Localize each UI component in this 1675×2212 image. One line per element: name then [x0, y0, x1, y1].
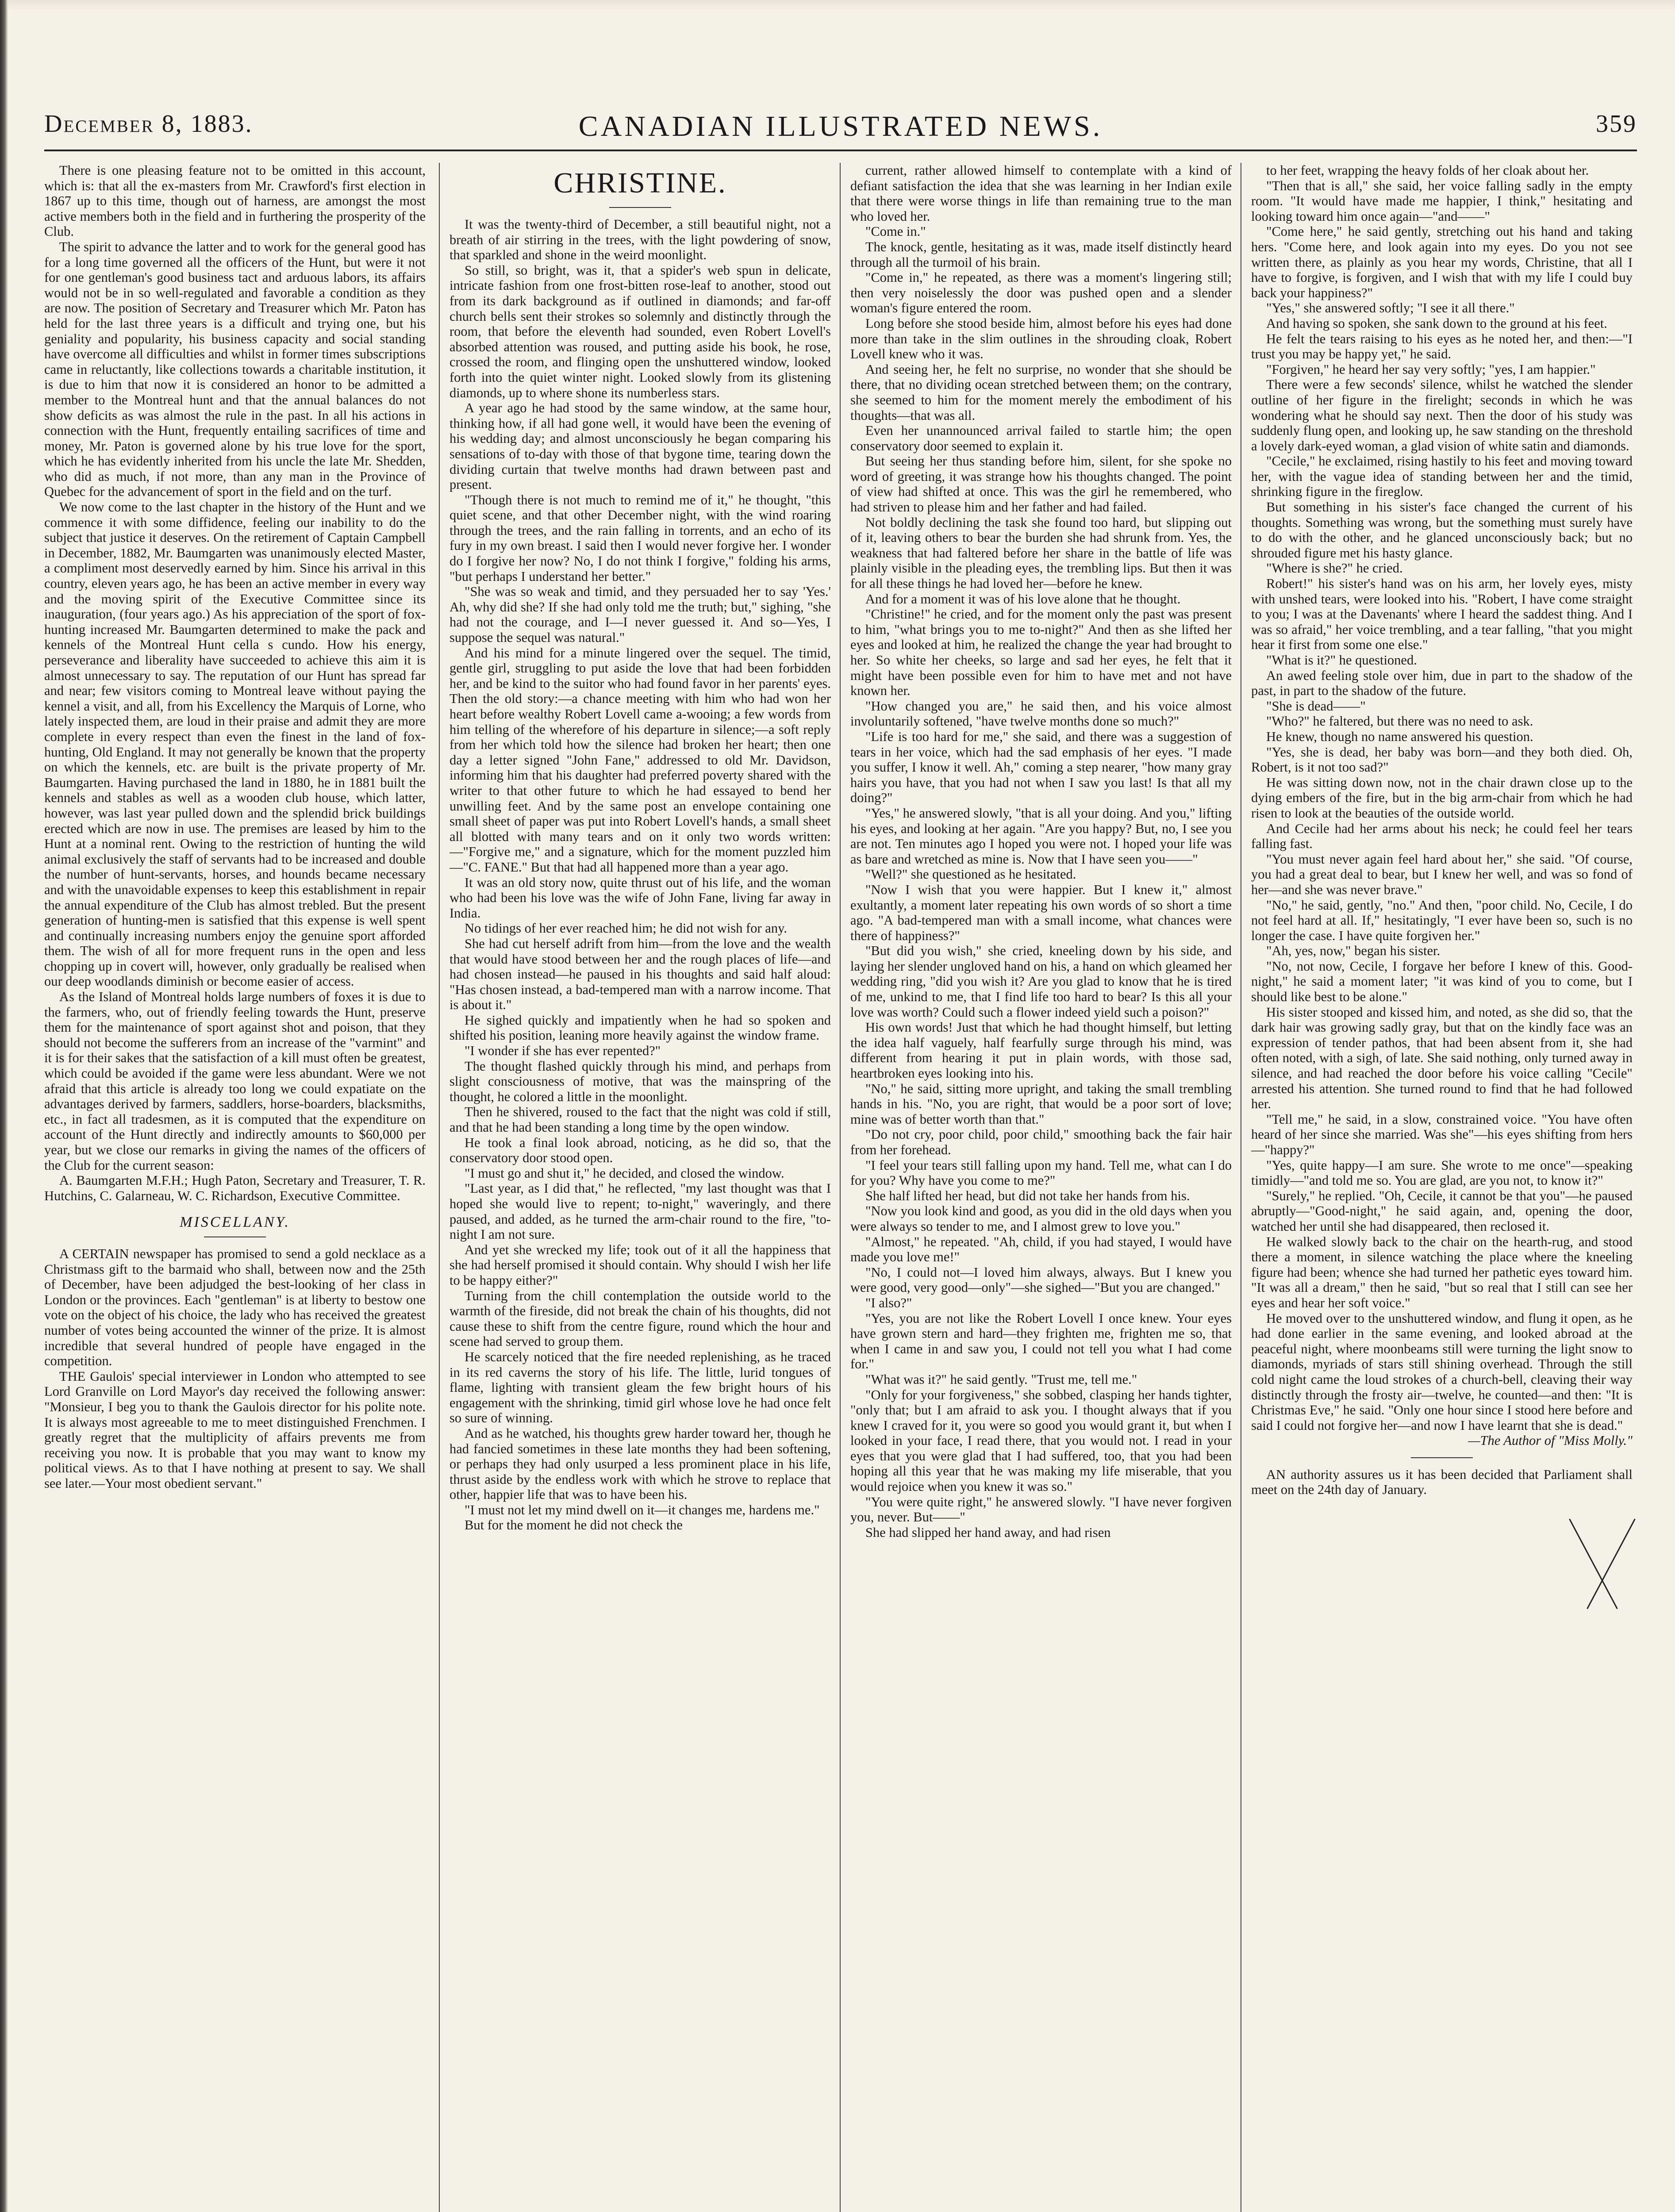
paragraph: The knock, gentle, hesitating as it was, made itself distinctly heard through all the turmoil of his brain.	[850, 239, 1232, 270]
column-divider	[439, 163, 440, 2212]
paragraph: His sister stooped and kissed him, and noted, as she did so, that the dark hair was growing sadly gray, but that on the kindly face was an expression of tender pathos, that had been absent from it, she had often noted, with a sigh, of late. She said nothing, only turned away in silence, and had reached the door before his voice calling "Cecile" arrested his attention. She turned round to find that he had followed her.	[1251, 1004, 1633, 1112]
paragraph: But seeing her thus standing before him, silent, for she spoke no word of greeting, it was strange how his thoughts changed. The point of view had shifted at once. This was the girl he remembered, who had striven to please him and her father and had failed.	[850, 453, 1232, 515]
paragraph: "Yes, you are not like the Robert Lovell I once knew. Your eyes have grown stern and hard—they frighten me, frighten me so, that when I came in and saw you, I could not tell you what I had come for."	[850, 1310, 1232, 1372]
paragraph: Then he shivered, roused to the fact that the night was cold if still, and that he had been standing a long time by the open window.	[449, 1104, 831, 1135]
paragraph: So still, so bright, was it, that a spider's web spun in delicate, intricate fashion from one frost-bitten rose-leaf to another, stood out from its dark background as if outlined in diamonds; and far-off church bells sent their strokes so solemnly and distinctly through the room, that before the eleventh had sounded, even Robert Lovell's absorbed attention was roused, and putting aside his book, he rose, crossed the room, and flinging open the unshuttered window, looked forth into the quiet winter night. Looked slowly from its glistening diamonds, up to where shone its numberless stars.	[449, 262, 831, 400]
paragraph: And his mind for a minute lingered over the sequel. The timid, gentle girl, struggling to put aside the love that had been forbidden her, and be kind to the suitor who had found favor in her parents' eyes. Then the old story:—a chance meeting with him who had won her heart before wealthy Robert Lovell came a-wooing; a few words from him telling of the wherefore of his departure in silence;—a soft reply from her which told how the silence had broken her heart; then one day a letter signed "John Fane," addressed to old Mr. Davidson, informing him that his daughter had preferred poverty shared with the writer to that other future to which he had essayed to bend her unwilling feet. And by the same post an envelope containing one small sheet of paper was put into Robert Lovell's hands, a small sheet all blotted with many tears and on it only two words written:—"Forgive me," and a signature, which for the moment puzzled him—"C. FANE." But that had all happened more than a year ago.	[449, 645, 831, 875]
page-header	[44, 110, 1637, 150]
paragraph: There is one pleasing feature not to be omitted in this account, which is: that all the ex-masters from Mr. Crawford's first election in 1867 up to this time, though out of harness, are amongst the most active members both in the field and in furthering the prosperity of the Club.	[44, 163, 426, 239]
paragraph: As the Island of Montreal holds large numbers of foxes it is due to the farmers, who, out of friendly feeling towards the Hunt, preserve them for the maintenance of sport against shot and poison, that they should not become the sufferers from an increase of the "varmint" and it is for their sakes that the satisfaction of a kill must often be greatest, which could be avoided if the game were less abundant. Were we not afraid that this article is already too long we could expatiate on the advantages derived by farmers, saddlers, horse-boarders, blacksmiths, etc., in fact all tradesmen, as it is computed that the expenditure on account of the Hunt directly and indirectly amounts to $60,000 per year, but we close our remarks in giving the names of the officers of the Club for the current season:	[44, 989, 426, 1173]
paragraph: "Christine!" he cried, and for the moment only the past was present to him, "what brings you to me to-night?" And then as she lifted her eyes and looked at him, he realized the change the year had brought to her. So white her cheeks, so large and sad her eyes, he felt that it might have been possible even for him to have met and not have known her.	[850, 607, 1232, 699]
paragraph: "Cecile," he exclaimed, rising hastily to his feet and moving toward her, with the vague idea of standing between her and the timid, shrinking figure in the fireglow.	[1251, 453, 1633, 499]
paragraph: He sighed quickly and impatiently when he had so spoken and shifted his position, leaning more heavily against the window frame.	[449, 1012, 831, 1043]
paragraph: "Only for your forgiveness," she sobbed, clasping her hands tighter, "only that; but I am afraid to ask you. I thought always that if you knew I craved for it, you were so good you would grant it, but when I looked in your face, I read there, that you would not. I read in your eyes that you were glad that I had suffered, too, that you had been hoping all this year that he was making my life miserable, that you would rejoice when you knew it was so."	[850, 1387, 1232, 1494]
paragraph: "Surely," he replied. "Oh, Cecile, it cannot be that you"—he paused abruptly—"Good-night," he said again, and, opening the door, watched her until she had disappeared, then reclosed it.	[1251, 1188, 1633, 1234]
column-divider	[840, 163, 841, 2212]
paragraph: "Come in."	[865, 224, 926, 239]
paragraph: "No," he said, sitting more upright, and taking the small trembling hands in his. "No, you are right, that would be a poor sort of love; mine was of better worth than that."	[850, 1081, 1232, 1127]
paragraph: A. Baumgarten M.F.H.; Hugh Paton, Secretary and Treasurer, T. R. Hutchins, C. Galarneau, W. C. Richardson, Executive Committee.	[44, 1173, 426, 1203]
paragraph: "Yes," she answered softly; "I see it all there."	[1266, 300, 1515, 316]
paragraph: "Who?" he faltered, but there was no need to ask.	[1266, 714, 1533, 729]
paragraph: "Yes, she is dead, her baby was born—and they both died. Oh, Robert, is it not too sad?"	[1251, 744, 1633, 775]
paragraph: "I must go and shut it," he decided, and closed the window.	[465, 1165, 784, 1181]
news-item: AN authority assures us it has been decided that Parliament shall meet on the 24th day of January.	[1251, 1467, 1633, 1498]
header-date: December 8, 1883.	[44, 110, 253, 138]
paragraph: He walked slowly back to the chair on the hearth-rug, and stood there a moment, in silence watching the place where the kneeling figure had been; whence she had turned her pathetic eyes toward him. "It was all a dream," then he said, "but so real that I still can see her eyes and hear her soft voice."	[1251, 1234, 1633, 1310]
paragraph: A year ago he had stood by the same window, at the same hour, thinking how, if all had gone well, it would have been the evening of his wedding day; and almost unconsciously he began comparing his sensations of to-day with those of that bygone time, tearing down the dividing curtain that twelve months had drawn between past and present.	[449, 400, 831, 492]
paragraph: "I wonder if she has ever repented?"	[465, 1043, 661, 1059]
paragraph: "Come here," he said gently, stretching out his hand and taking hers. "Come here, and look again into my eyes. Do you not see written there, as plainly as you hear my words, Christine, that all I have to forgive, is forgiven, and I wish that with my life I could buy back your happiness?"	[1251, 224, 1633, 300]
paragraph: He felt the tears raising to his eyes as he noted her, and then:—"I trust you may be happy yet," he said.	[1251, 331, 1633, 362]
paragraph: And for a moment it was of his love alone that he thought.	[865, 591, 1181, 607]
column-1	[44, 163, 426, 2212]
paragraph: "No," he said, gently, "no." And then, "poor child. No, Cecile, I do not feel hard at all. If," hesitatingly, "I ever have been so, such is no longer the case. I have quite forgiven her."	[1251, 897, 1633, 943]
paragraph: We now come to the last chapter in the history of the Hunt and we commence it with some diffidence, feeling our inability to do the subject that justice it deserves. On the retirement of Captain Campbell in December, 1882, Mr. Baumgarten was unanimously elected Master, a compliment most deservedly earned by him. Since his arrival in this country, eleven years ago, he has been an active member in every way and the moving spirit of the Executive Committee since its inauguration, (four years ago.) As his appreciation of the sport of fox-hunting increased Mr. Baumgarten determined to make the pack and kennels of the Montreal Hunt cella s cundo. How his energy, perseverance and liberality have succeeded to achieve this aim it is almost unnecessary to say. The reputation of our Hunt has spread far and near; few visitors coming to Montreal leave without paying the kennel a visit, and all, from his Excellency the Marquis of Lorne, who lately inspected them, are loud in their praise and admit they are more complete in every respect than even the finest in the land of fox-hunting, Old England. It may not generally be known that the property on which the kennels, etc. are built is the private property of Mr. Baumgarten. Having purchased the land in 1880, he in 1881 built the kennels and stables as well as a wooden club house, which latter, however, was last year pulled down and the splendid brick buildings erected which are now in use. The premises are leased by him to the Hunt at a nominal rent. Owing to the restriction of hunting the wild animal exclusively the staff of servants had to be increased and double the number of hunt-servants, horses, and hounds became necessary and with the unavoidable expenses to keep this establishment in repair the annual expenditure of the Club has almost trebled. But the present generation of hunting-men is satisfied that this expense is well spent and continually increasing numbers enjoy the genuine sport afforded them. The wish of all for more frequent runs in the open and less chopping up in covert will, however, only gradually be realised when our deep woodlands diminish or become easier of access.	[44, 499, 426, 989]
miscellany-heading: MISCELLANY.	[180, 1214, 290, 1231]
paragraph: She had cut herself adrift from him—from the love and the wealth that would have stood between her and the rough places of life—and had chosen instead—he paused in his thoughts and said half aloud: "Has chosen instead, a bad-tempered man with a narrow income. That is about it."	[449, 936, 831, 1013]
paragraph: And having so spoken, she sank down to the ground at his feet.	[1266, 315, 1607, 331]
paragraph: The spirit to advance the latter and to work for the general good has for a long time governed all the officers of the Hunt, but were it not for one gentleman's good business tact and arduous labors, its affairs would not be in so well-regulated and favorable a condition as they are now. The position of Secretary and Treasurer which Mr. Paton has held for the last three years is a difficult and trying one, but his geniality and popularity, his business capacity and social standing have overcome all difficulties and whilst in former times subscriptions came in reluctantly, like collections towards a charitable institution, it is due to him that now it is considered an honor to be admitted a member to the Montreal hunt and that the annual balances do not show deficits as was almost the rule in the past. In all his actions in connection with the Hunt, frequently entailing sacrifices of time and money, Mr. Paton is governed alone by his true love for the sport, which he has evidently inherited from his uncle the late Mr. Shedden, who did as much, if not more, than any man in the Province of Quebec for the advancement of sport in the field and on the turf.	[44, 239, 426, 499]
paragraph: Robert!" his sister's hand was on his arm, her lovely eyes, misty with unshed tears, were looked into his. "Robert, I have come straight to you; I was at the Davenants' where I heard the saddest thing. And I was so afraid," her voice trembling, and a tear falling, "that you might hear it first from some one else."	[1251, 576, 1633, 653]
paragraph: But something in his sister's face changed the current of his thoughts. Something was wrong, but the something must surely have to do with the other, and he glanced unconsciously back; but no shrouded figure met his hasty glance.	[1251, 499, 1633, 561]
paragraph: "Now you look kind and good, as you did in the old days when you were always so tender to me, and I almost grew to love you."	[850, 1203, 1232, 1234]
author-credit: —The Author of "Miss Molly."	[1468, 1433, 1633, 1448]
column-4	[1251, 163, 1633, 2212]
paragraph: There were a few seconds' silence, whilst he watched the slender outline of her figure in the firelight; seconds in which he was wondering what he should say next. Then the door of his study was suddenly flung open, and looking up, he saw standing on the threshold a lovely dark-eyed woman, a glad vision of white satin and diamonds.	[1251, 377, 1633, 453]
paragraph: "Come in," he repeated, as there was a moment's lingering still; then very noiselessly the door was pushed open and a slender woman's figure entered the room.	[850, 270, 1232, 316]
paragraph: "Tell me," he said, in a slow, constrained voice. "You have often heard of her since she married. Was she"—his eyes shifting from hers—"happy?"	[1251, 1111, 1633, 1157]
paragraph: current, rather allowed himself to contemplate with a kind of defiant satisfaction the idea that she was learning in her Indian exile that there were worse things in life than remaining true to the man who loved her.	[850, 163, 1232, 224]
paragraph: "Where is she?" he cried.	[1266, 561, 1403, 576]
paragraph: "Now I wish that you were happier. But I knew it," almost exultantly, a moment later repeating his own words of so short a time ago. "A bad-tempered man with a small income, what chances were there of happiness?"	[850, 882, 1232, 943]
paragraph: "No, I could not—I loved him always, always. But I knew you were good, very good—only"—she sighed—"But you are changed."	[850, 1264, 1232, 1295]
paragraph: Even her unannounced arrival failed to startle him; the open conservatory door seemed to explain it.	[850, 423, 1232, 453]
page-top-edge	[0, 0, 1675, 12]
paragraph: "Last year, as I did that," he reflected, "my last thought was that I hoped she would live to repent; to-night," waveringly, and there paused, and added, as he turned the arm-chair round to the fire, "to-night I am not sure.	[449, 1181, 831, 1242]
paragraph: He was sitting down now, not in the chair drawn close up to the dying embers of the fire, but in the big arm-chair from which he had risen to look at the beauties of the outside world.	[1251, 775, 1633, 821]
page-binding-edge	[0, 0, 8, 2212]
paragraph: "Well?" she questioned as he hesitated.	[865, 867, 1076, 882]
paragraph: "You must never again feel hard about her," she said. "Of course, you had a great deal to bear, but I knew her well, and was so fond of her—and she was never brave."	[1251, 851, 1633, 897]
paragraph: His own words! Just that which he had thought himself, but letting the idea half vaguely, half fearfully surge through his mind, was different from hearing it put in plain words, with those sad, heartbroken eyes looking into his.	[850, 1020, 1232, 1081]
paragraph: But for the moment he did not check the	[465, 1517, 683, 1533]
paragraph: An awed feeling stole over him, due in part to the shadow of the past, in part to the shadow of the future.	[1251, 668, 1633, 699]
paragraph: He moved over to the unshuttered window, and flung it open, as he had done earlier in the same evening, and looked abroad at the peaceful night, where moonbeams still were turning the light snow to diamonds, myriads of stars still shining overhead. Through the still cold night came the loud strokes of a church-bell, cleaving their way distinctly through the frosty air—twelve, he counted—and then: "It is Christmas Eve," he said. "Only one hour since I stood here before and said I could not forgive her—and now I have learnt that she is dead."	[1251, 1310, 1633, 1433]
paragraph: Not boldly declining the task she found too hard, but slipping out of it, leaving others to bear the burden she had shrunk from. Yes, the weakness that had faltered before her share in the battle of life was plainly visible in the pleading eyes, the trembling lips. But then it was for all these things he had loved her—before he knew.	[850, 515, 1232, 591]
paragraph: to her feet, wrapping the heavy folds of her cloak about her.	[1266, 163, 1589, 178]
paragraph: "Almost," he repeated. "Ah, child, if you had stayed, I would have made you love me!"	[850, 1234, 1232, 1265]
paragraph: He took a final look abroad, noticing, as he did so, that the conservatory door stood open.	[449, 1135, 831, 1166]
paragraph: She half lifted her head, but did not take her hands from his.	[865, 1188, 1190, 1203]
paragraph: "Yes," he answered slowly, "that is all your doing. And you," lifting his eyes, and looking at her again. "Are you happy? But, no, I see you are not. Ten minutes ago I hoped you were not. I hoped your life was as bare and wretched as mine is. Now that I have seen you——"	[850, 805, 1232, 867]
paragraph: And seeing her, he felt no surprise, no wonder that she should be there, that no dividing ocean stretched between them; on the contrary, she seemed to him for the moment merely the embodiment of his thoughts—that was all.	[850, 361, 1232, 423]
paragraph: "How changed you are," he said then, and his voice almost involuntarily softened, "have twelve months done so much?"	[850, 698, 1232, 729]
paragraph: "Though there is not much to remind me of it," he thought, "this quiet scene, and that other December night, with the wind roaring through the trees, and the rain falling in torrents, and an echo of its fury in my own breast. I said then I would never forgive her. I wonder do I forgive her now? No, I do not think I forgive," folding his arms, "but perhaps I understand her better."	[449, 492, 831, 584]
story-title: CHRISTINE.	[553, 167, 727, 199]
paragraph: He knew, though no name answered his question.	[1266, 729, 1533, 744]
paragraph: "Then that is all," she said, her voice falling sadly in the empty room. "It would have made me happier, I think," hesitating and looking toward him once again—"and——"	[1251, 178, 1633, 224]
paragraph: "Yes, quite happy—I am sure. She wrote to me once"—speaking timidly—"and told me so. You are glad, are you not, to know it?"	[1251, 1157, 1633, 1188]
paragraph: "What is it?" he questioned.	[1266, 653, 1417, 668]
page-number: 359	[1596, 110, 1637, 138]
hunt-article-body	[44, 163, 426, 1203]
paragraph: "You were quite right," he answered slowly. "I have never forgiven you, never. But——"	[850, 1494, 1232, 1525]
story-body-part-1	[449, 217, 831, 1533]
story-body-part-3	[1251, 163, 1633, 1433]
paragraph: "No, not now, Cecile, I forgave her before I knew of this. Good-night," he said a moment later; "it was kind of you to come, but I should like best to be alone."	[1251, 958, 1633, 1005]
paragraph: "Life is too hard for me," she said, and there was a suggestion of tears in her voice, which had the sad emphasis of her eyes. "I made you suffer, I know it well. Ah," coming a step nearer, "how many gray hairs you have, that you had not when I saw you last! Is that all my doing?"	[850, 729, 1232, 806]
newspaper-title: CANADIAN ILLUSTRATED NEWS.	[578, 110, 1103, 142]
column-2	[449, 163, 831, 2212]
paragraph: She had slipped her hand away, and had risen	[865, 1525, 1111, 1540]
paragraph: And as he watched, his thoughts grew harder toward her, though he had fancied sometimes in these late months they had been softening, or perhaps they had only usurped a less prominent place in his life, thrust aside by the endless work with which he strove to replace that other, happier life that was to have been his.	[449, 1425, 831, 1502]
header-rule	[44, 150, 1637, 151]
paragraph: "What was it?" he said gently. "Trust me, tell me."	[865, 1371, 1137, 1387]
title-rule	[609, 207, 671, 208]
paragraph: He scarcely noticed that the fire needed replenishing, as he traced in its red caverns the story of his life. The little, lurid tongues of flame, lighting with transient gleam the few bright hours of his engagement with the shrinking, timid girl whose love he had once felt so sure of winning.	[449, 1349, 831, 1426]
story-body-part-2	[850, 163, 1232, 1540]
paragraph: "I feel your tears still falling upon my hand. Tell me, what can I do for you? Why have you come to me?"	[850, 1157, 1232, 1188]
section-rule	[1411, 1457, 1473, 1458]
paragraph: "I also?"	[865, 1295, 912, 1310]
paragraph: THE Gaulois' special interviewer in London who attempted to see Lord Granville on Lord Mayor's day received the following answer: "Monsieur, I beg you to thank the Gaulois director for his polite note. It is always most agreeable to me to meet distinguished Frenchmen. I greatly regret that the multiplicity of affairs prevents me from receiving you now. It is probable that you may want to know my political views. As to that I have nothing at present to say. We shall see later.—Your most obedient servant."	[44, 1368, 426, 1491]
paragraph: "Forgiven," he heard her say very softly; "yes, I am happier."	[1266, 361, 1596, 377]
paragraph: And yet she wrecked my life; took out of it all the happiness that she had herself promised it should contain. Why should I wish her life to be happy either?"	[449, 1242, 831, 1288]
miscellany-body	[44, 1246, 426, 1491]
paragraph: And Cecile had her arms about his neck; he could feel her tears falling fast.	[1251, 821, 1633, 852]
paragraph: "Do not cry, poor child, poor child," smoothing back the fair hair from her forehead.	[850, 1127, 1232, 1157]
paragraph: A CERTAIN newspaper has promised to send a gold necklace as a Christmass gift to the barmaid who shall, between now and the 25th of December, have been adjudged the best-looking of her class in London or the provinces. Each "gentleman" is at liberty to bestow one vote on the object of his choice, the lady who has received the greatest number of votes being accounted the winner of the prize. It is almost incredible that several hundred of people have engaged in the competition.	[44, 1246, 426, 1369]
paragraph: "I must not let my mind dwell on it—it changes me, hardens me."	[465, 1502, 820, 1517]
paragraph: Long before she stood beside him, almost before his eyes had done more than take in the slim outlines in the shrouding cloak, Robert Lovell knew who it was.	[850, 315, 1232, 362]
paragraph: No tidings of her ever reached him; he did not wish for any.	[465, 921, 787, 936]
paragraph: "Ah, yes, now," began his sister.	[1266, 943, 1441, 959]
paragraph: The thought flashed quickly through his mind, and perhaps from slight consciousness of motive, that was the mainspring of the thought, he colored a little in the moonlight.	[449, 1058, 831, 1104]
paragraph: It was an old story now, quite thrust out of his life, and the woman who had been his love was the wife of John Fane, living far away in India.	[449, 875, 831, 921]
column-3	[850, 163, 1232, 2212]
paragraph: It was the twenty-third of December, a still beautiful night, not a breath of air stirring in the trees, with the light powdering of snow, that sparkled and shone in the weird moonlight.	[449, 217, 831, 263]
paragraph: "She is dead——"	[1266, 698, 1366, 714]
paragraph: Turning from the chill contemplation the outside world to the warmth of the fireside, did not break the chain of his thoughts, did not cause these to shift from the centre figure, round which the hour and scene had served to group them.	[449, 1288, 831, 1349]
paragraph: "But did you wish," she cried, kneeling down by his side, and laying her slender ungloved hand on his, a hand on which gleamed her wedding ring, "did you wish it? Are you glad to know that he is tired of me, unkind to me, that I find life too hard to bear? Is this all your love was worth? Could such a flower indeed yield such a poison?"	[850, 943, 1232, 1020]
paragraph: "She was so weak and timid, and they persuaded her to say 'Yes.' Ah, why did she? If she had only told me the truth; but," sighing, "she had not the courage, and I—I never guessed it. And so—Yes, I suppose the sequel was natural."	[449, 584, 831, 645]
